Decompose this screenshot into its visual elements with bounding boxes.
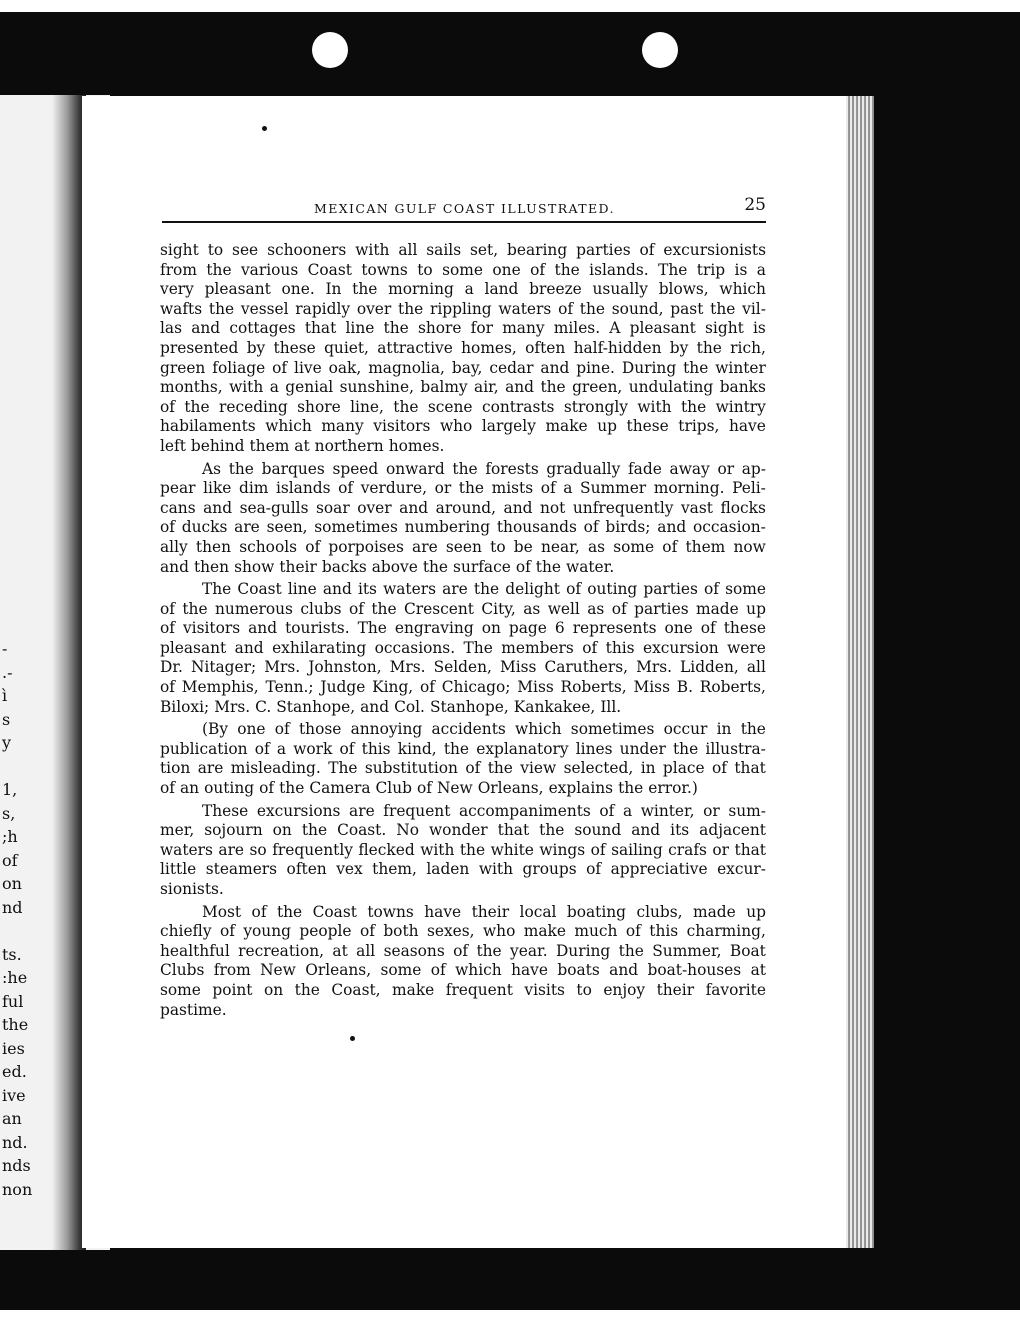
left-fragment: nd. (2, 1132, 28, 1152)
text-line: tion are misleading. The substitution of the view selected, in place of that (160, 759, 766, 778)
text-line: (By one of those annoying accidents which sometimes occur in the (202, 720, 766, 739)
body-text (160, 241, 766, 1023)
page-header (162, 195, 766, 223)
paragraph (160, 580, 766, 717)
text-line: from the various Coast towns to some one of the islands. The trip is a (160, 260, 766, 279)
text-line: of an outing of the Camera Club of New Orleans, explains the error.) (160, 779, 698, 798)
left-fragment: on (2, 874, 22, 893)
text-line: pear like dim islands of verdure, or the mists of a Summer morning. Peli- (160, 479, 766, 498)
text-line: left behind them at northern homes. (160, 436, 445, 455)
text-line: chiefly of young people of both sexes, who make much of this charming, (160, 922, 766, 941)
left-fragment: ì (2, 686, 8, 705)
left-fragment: y (2, 733, 12, 752)
text-line: publication of a work of this kind, the explanatory lines under the illustra- (160, 739, 766, 758)
text-line: ally then schools of porpoises are seen to be near, as some of them now (160, 537, 766, 556)
ink-speck (350, 1036, 355, 1041)
left-fragment: ful (2, 991, 24, 1011)
left-fragment: ies (2, 1038, 25, 1058)
left-fragment: s (2, 709, 11, 729)
left-fragment: ed. (2, 1062, 27, 1081)
text-line: of ducks are seen, sometimes numbering thousands of birds; and occasion- (160, 518, 766, 537)
text-line: mer, sojourn on the Coast. No wonder that the sound and its adjacent (160, 821, 766, 840)
text-line: green foliage of live oak, magnolia, bay, cedar and pine. During the winter (160, 358, 766, 377)
paragraph (160, 241, 766, 457)
text-line: of Memphis, Tenn.; Judge King, of Chicago; Miss Roberts, Miss B. Roberts, (160, 678, 766, 697)
left-fragment: - (2, 639, 8, 658)
page-edges (846, 96, 874, 1248)
text-line: and then show their backs above the surface of the water. (160, 557, 615, 576)
text-line: wafts the vessel rapidly over the rippling waters of the sound, past the vil- (160, 299, 766, 318)
left-fragment: :he (2, 968, 28, 987)
text-line: cans and sea-gulls soar over and around, and not unfrequently vast flocks (160, 498, 766, 517)
text-line: These excursions are frequent accompaniments of a winter, or sum- (202, 801, 766, 820)
punch-hole-right (642, 32, 678, 68)
left-fragment: ;h (2, 827, 18, 846)
paragraph (160, 720, 766, 798)
text-line: Clubs from New Orleans, some of which have boats and boat-houses at (160, 961, 766, 980)
running-title: MEXICAN GULF COAST ILLUSTRATED. (314, 201, 615, 216)
left-fragment: an (2, 1109, 22, 1128)
text-line: waters are so frequently flecked with the white wings of sailing crafs or that (160, 840, 766, 859)
left-fragment: nd (2, 897, 23, 917)
punch-hole-left (312, 32, 348, 68)
text-line: Dr. Nitager; Mrs. Johnston, Mrs. Selden, Miss Caruthers, Mrs. Lidden, all (160, 658, 766, 677)
text-line: healthful recreation, at all seasons of the year. During the Summer, Boat (160, 941, 766, 960)
paragraph (160, 903, 766, 1021)
book-gutter (52, 95, 86, 1250)
text-line: las and cottages that line the shore for many miles. A pleasant sight is (160, 319, 766, 338)
text-line: little steamers often vex them, laden with groups of appreciative excur- (160, 860, 766, 879)
left-fragment: .- (2, 662, 13, 682)
text-line: pleasant and exhilarating occasions. The members of this excursion were (160, 638, 766, 657)
text-line: months, with a genial sunshine, balmy air, and the green, undulating banks (160, 378, 766, 397)
text-line: As the barques speed onward the forests gradually fade away or ap- (202, 459, 766, 478)
text-line: Most of the Coast towns have their local boating clubs, made up (202, 902, 766, 921)
text-line: habilaments which many visitors who largely make up these trips, have (160, 417, 766, 436)
ink-speck (262, 126, 267, 131)
text-line: sight to see schooners with all sails set, bearing parties of excursionists (160, 241, 766, 259)
text-line: sionists. (160, 880, 224, 898)
text-line: The Coast line and its waters are the delight of outing parties of some (202, 580, 766, 599)
left-fragment: nds (2, 1156, 31, 1175)
text-line: of the numerous clubs of the Crescent City, as well as of parties made up (160, 599, 766, 618)
left-fragment: the (2, 1015, 29, 1034)
text-line: of visitors and tourists. The engraving on page 6 represents one of these (160, 619, 766, 638)
left-fragment: 1, (2, 780, 18, 799)
left-fragment: of (2, 850, 18, 870)
text-line: pastime. (160, 1000, 227, 1019)
text-line: Biloxi; Mrs. C. Stanhope, and Col. Stanhope, Kankakee, Ill. (160, 697, 622, 716)
paragraph (160, 460, 766, 578)
page-number: 25 (744, 195, 766, 215)
left-fragment: s, (2, 803, 16, 823)
text-line: very pleasant one. In the morning a land breeze usually blows, which (160, 280, 766, 299)
left-fragment: ive (2, 1085, 26, 1105)
text-line: presented by these quiet, attractive homes, often half-hidden by the rich, (160, 338, 766, 357)
left-fragment: ts. (2, 944, 22, 964)
text-line: some point on the Coast, make frequent visits to enjoy their favorite (160, 980, 766, 999)
text-line: of the receding shore line, the scene contrasts strongly with the wintry (160, 397, 766, 416)
left-fragment: non (2, 1179, 33, 1199)
paragraph (160, 802, 766, 900)
